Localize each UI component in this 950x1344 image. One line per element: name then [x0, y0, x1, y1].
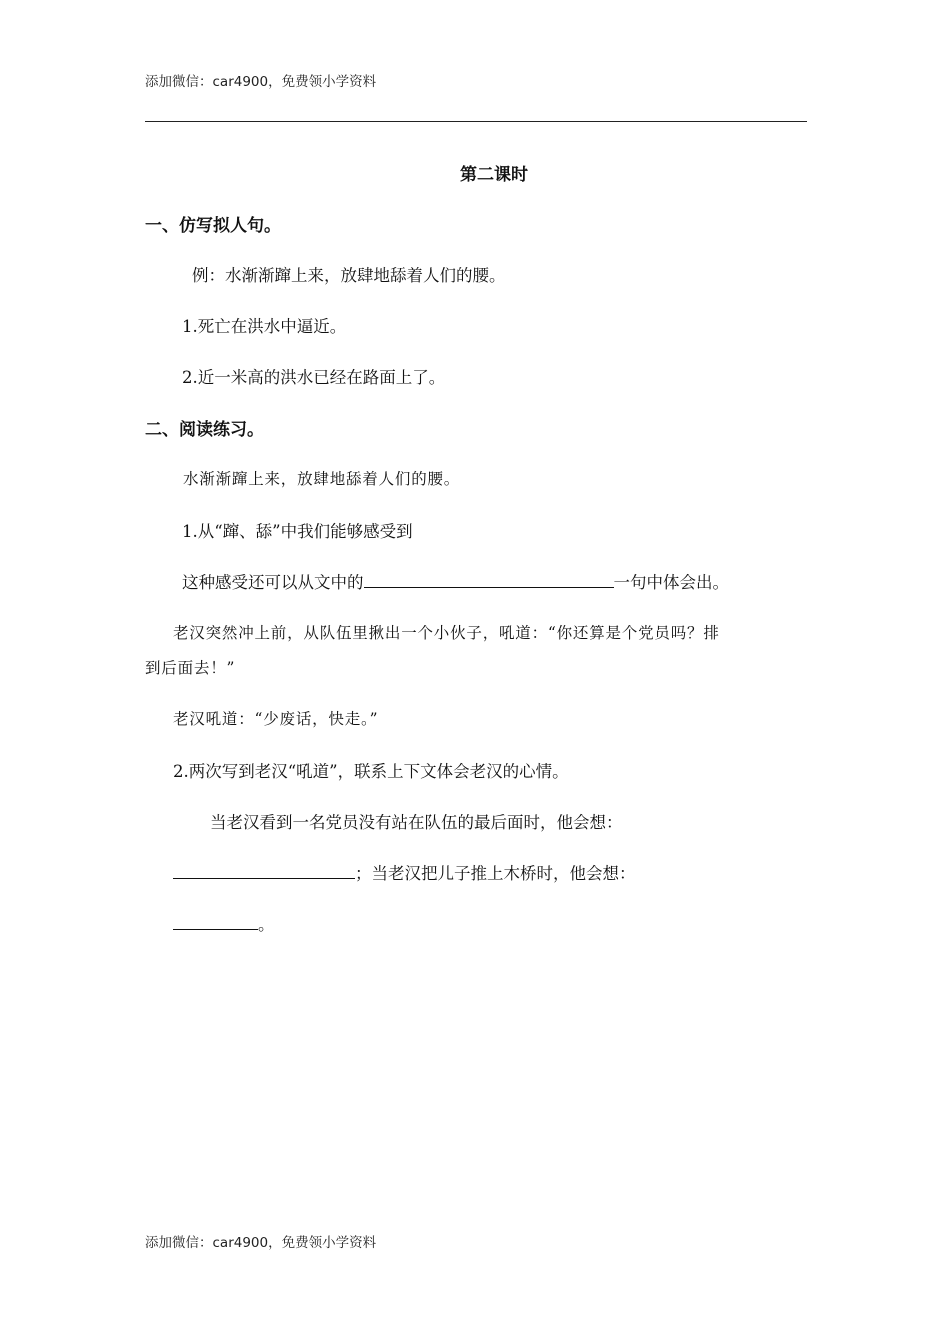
passage-line-1: 老汉突然冲上前，从队伍里揪出一个小伙子，吼道：“你还算是个党员吗？排	[173, 624, 720, 642]
question-2-line-3-text: 。	[258, 915, 275, 934]
question-1-answer-line	[182, 569, 729, 593]
section-heading-1: 一、仿写拟人句。	[145, 216, 281, 236]
question-1: 1.从“蹿、舔”中我们能够感受到	[182, 522, 413, 541]
question-2: 2.两次写到老汉“吼道”，联系上下文体会老汉的心情。	[173, 762, 569, 781]
page-title: 第二课时	[460, 165, 528, 185]
header-divider	[145, 121, 807, 122]
answer-blank-2[interactable]	[173, 862, 355, 879]
question-2-line-3	[173, 911, 275, 935]
passage-2: 老汉吼道：“少废话，快走。”	[173, 710, 379, 728]
answer-blank-1[interactable]	[364, 571, 614, 588]
example-sentence: 例：水渐渐蹿上来，放肆地舔着人们的腰。	[192, 266, 506, 285]
page-header: 添加微信：car4900，免费领小学资料	[145, 74, 377, 90]
page-footer: 添加微信：car4900，免费领小学资料	[145, 1235, 377, 1251]
question-2-line-1: 当老汉看到一名党员没有站在队伍的最后面时，他会想：	[210, 813, 623, 832]
passage-line-2: 到后面去！”	[145, 659, 236, 677]
exercise-item-2: 2.近一米高的洪水已经在路面上了。	[182, 368, 446, 387]
quoted-sentence: 水渐渐蹿上来，放肆地舔着人们的腰。	[183, 470, 461, 488]
exercise-item-1: 1.死亡在洪水中逼近。	[182, 317, 347, 336]
question-2-line-2	[173, 860, 636, 884]
question-1-suffix: 一句中体会出。	[613, 573, 729, 592]
section-heading-2: 二、阅读练习。	[145, 420, 264, 440]
question-1-prefix: 这种感受还可以从文中的	[182, 573, 364, 592]
answer-blank-3[interactable]	[173, 913, 258, 930]
question-2-line-2-text: ；当老汉把儿子推上木桥时，他会想：	[355, 864, 636, 883]
